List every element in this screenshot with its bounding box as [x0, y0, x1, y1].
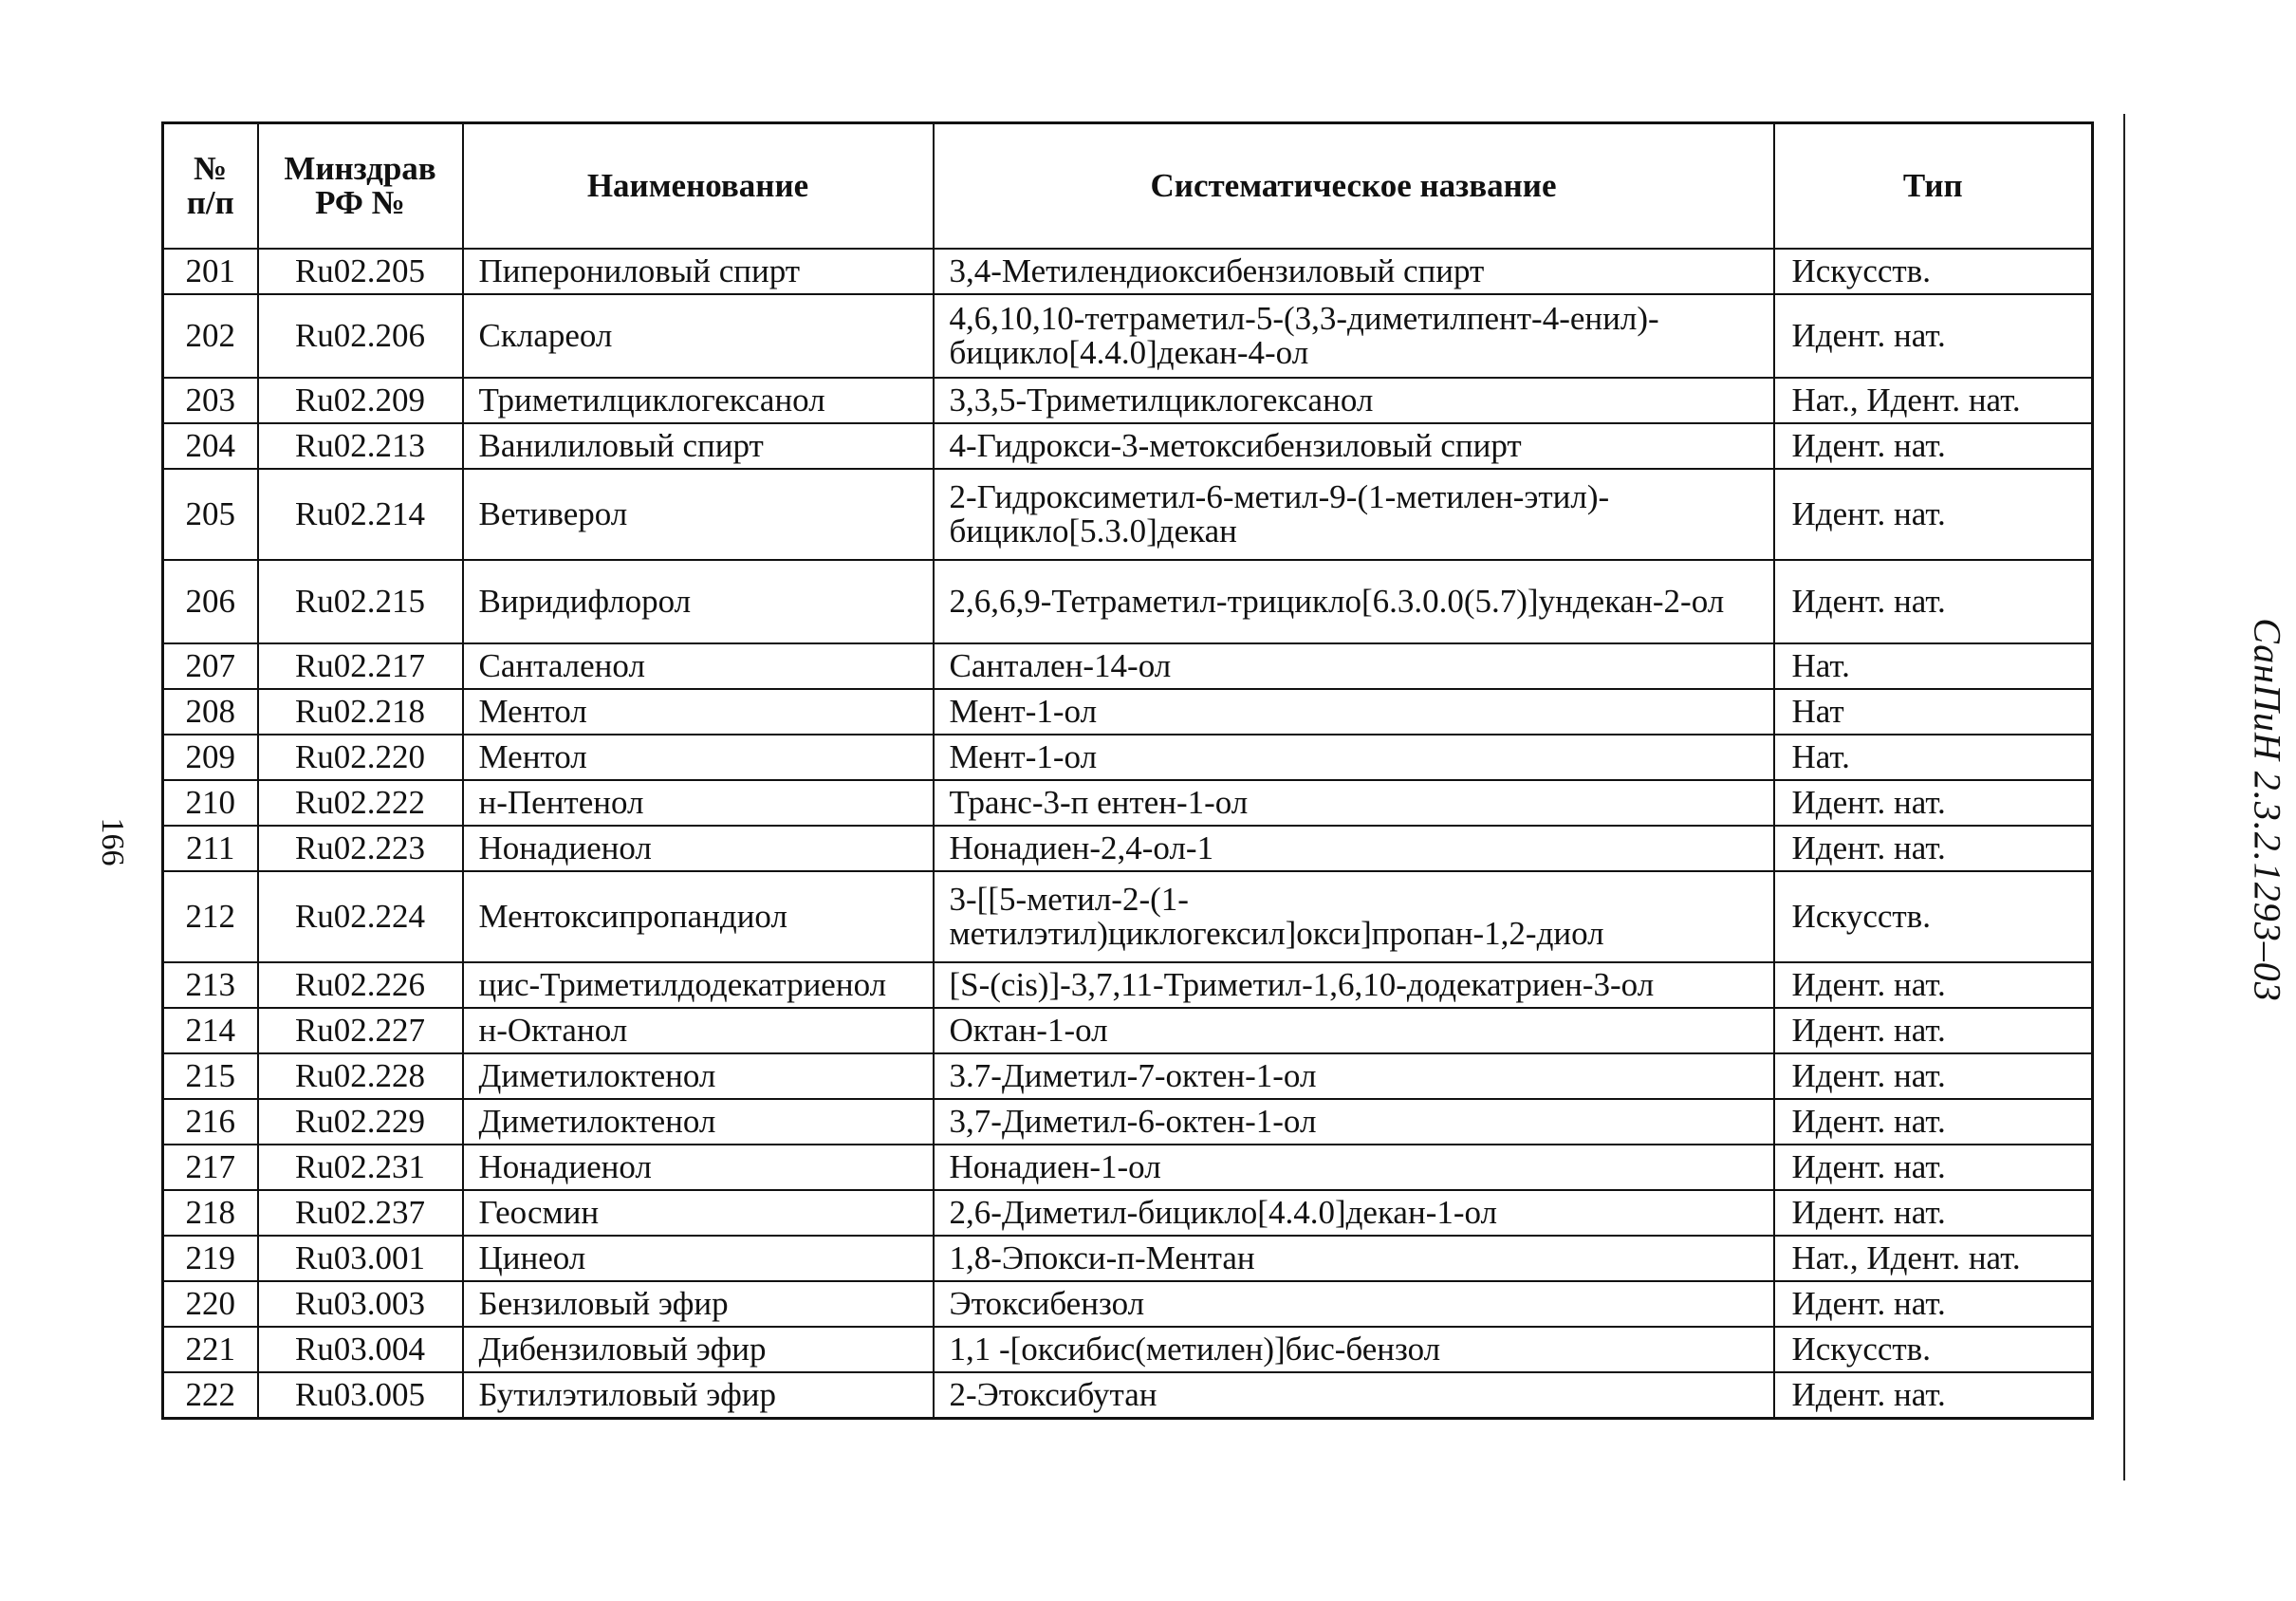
table-row: [163, 780, 2093, 826]
cell-name: Ментоксипропандиол: [463, 871, 934, 962]
cell-name: Ванилиловый спирт: [463, 423, 934, 469]
cell-reg-number: Ru02.228: [258, 1053, 463, 1099]
cell-num: 212: [163, 871, 258, 962]
cell-reg-number: Ru02.214: [258, 469, 463, 560]
cell-systematic-name: 4,6,10,10-тетраметил-5-(3,3-диметилпент-4-енил)-бицикло[4.4.0]декан-4-ол: [934, 294, 1774, 378]
table-row: [163, 423, 2093, 469]
cell-name: Нонадиенол: [463, 826, 934, 871]
cell-num: 216: [163, 1099, 258, 1145]
cell-name: Диметилоктенол: [463, 1053, 934, 1099]
cell-reg-number: Ru02.222: [258, 780, 463, 826]
cell-systematic-name: 3,7-Диметил-6-октен-1-ол: [934, 1099, 1774, 1145]
table-row: [163, 871, 2093, 962]
cell-reg-number: Ru02.227: [258, 1008, 463, 1053]
cell-num: 203: [163, 378, 258, 423]
cell-systematic-name: Нонадиен-2,4-ол-1: [934, 826, 1774, 871]
cell-reg-number: Ru02.231: [258, 1145, 463, 1190]
cell-type: Идент. нат.: [1774, 560, 2093, 643]
cell-systematic-name: 1,1 -[оксибис(метилен)]бис-бензол: [934, 1327, 1774, 1372]
table-row: [163, 294, 2093, 378]
cell-name: Геосмин: [463, 1190, 934, 1236]
cell-systematic-name: Октан-1-ол: [934, 1008, 1774, 1053]
cell-type: Идент. нат.: [1774, 1145, 2093, 1190]
col-header-num: № п/п: [163, 123, 258, 250]
table-row: [163, 1145, 2093, 1190]
substances-table: [161, 121, 2094, 1420]
cell-systematic-name: 3,4-Метилендиоксибензиловый спирт: [934, 249, 1774, 294]
cell-num: 217: [163, 1145, 258, 1190]
header-row: [163, 123, 2093, 250]
cell-type: Искусств.: [1774, 249, 2093, 294]
table-row: [163, 1327, 2093, 1372]
table-row: [163, 1236, 2093, 1281]
page-number: 166: [95, 817, 130, 866]
cell-name: цис-Триметилдодекатриенол: [463, 962, 934, 1008]
table-row: [163, 1099, 2093, 1145]
cell-type: Нат.: [1774, 643, 2093, 689]
cell-name: Пиперониловый спирт: [463, 249, 934, 294]
table-row: [163, 1008, 2093, 1053]
running-head: СанПиН 2.3.2.1293–03: [2246, 618, 2289, 1002]
table-row: [163, 689, 2093, 735]
cell-reg-number: Ru02.213: [258, 423, 463, 469]
cell-reg-number: Ru02.229: [258, 1099, 463, 1145]
cell-num: 220: [163, 1281, 258, 1327]
table-row: [163, 1190, 2093, 1236]
cell-name: Бутилэтиловый эфир: [463, 1372, 934, 1418]
cell-reg-number: Ru02.218: [258, 689, 463, 735]
cell-systematic-name: 2-Этоксибутан: [934, 1372, 1774, 1418]
col-header-systematic: Систематическое название: [934, 123, 1774, 250]
cell-systematic-name: 2,6-Диметил-бицикло[4.4.0]декан-1-ол: [934, 1190, 1774, 1236]
cell-systematic-name: Нонадиен-1-ол: [934, 1145, 1774, 1190]
cell-reg-number: Ru02.226: [258, 962, 463, 1008]
cell-reg-number: Ru03.001: [258, 1236, 463, 1281]
cell-type: Идент. нат.: [1774, 1053, 2093, 1099]
cell-name: Санталенол: [463, 643, 934, 689]
cell-systematic-name: Транс-3-п ентен-1-ол: [934, 780, 1774, 826]
cell-systematic-name: Этоксибензол: [934, 1281, 1774, 1327]
cell-name: Дибензиловый эфир: [463, 1327, 934, 1372]
cell-systematic-name: 4-Гидрокси-3-метоксибензиловый спирт: [934, 423, 1774, 469]
cell-type: Искусств.: [1774, 1327, 2093, 1372]
cell-reg-number: Ru02.237: [258, 1190, 463, 1236]
cell-systematic-name: Мент-1-ол: [934, 689, 1774, 735]
cell-type: Нат.: [1774, 735, 2093, 780]
cell-num: 218: [163, 1190, 258, 1236]
cell-num: 215: [163, 1053, 258, 1099]
table-row: [163, 469, 2093, 560]
cell-num: 202: [163, 294, 258, 378]
table-row: [163, 643, 2093, 689]
cell-name: Ментол: [463, 689, 934, 735]
cell-num: 214: [163, 1008, 258, 1053]
cell-systematic-name: Мент-1-ол: [934, 735, 1774, 780]
table-row: [163, 1372, 2093, 1418]
cell-reg-number: Ru02.224: [258, 871, 463, 962]
cell-systematic-name: 3-[[5-метил-2-(1-метилэтил)циклогексил]окси]пропан-1,2-диол: [934, 871, 1774, 962]
cell-type: Нат: [1774, 689, 2093, 735]
cell-name: н-Октанол: [463, 1008, 934, 1053]
cell-type: Идент. нат.: [1774, 1281, 2093, 1327]
table-row: [163, 1281, 2093, 1327]
cell-systematic-name: Сантален-14-ол: [934, 643, 1774, 689]
cell-systematic-name: [S-(cis)]-3,7,11-Триметил-1,6,10-додекатриен-3-ол: [934, 962, 1774, 1008]
cell-reg-number: Ru03.003: [258, 1281, 463, 1327]
cell-name: Бензиловый эфир: [463, 1281, 934, 1327]
table-row: [163, 735, 2093, 780]
cell-type: Идент. нат.: [1774, 1008, 2093, 1053]
cell-systematic-name: 1,8-Эпокси-п-Ментан: [934, 1236, 1774, 1281]
cell-systematic-name: 2-Гидроксиметил-6-метил-9-(1-метилен-этил)-бицикло[5.3.0]декан: [934, 469, 1774, 560]
cell-type: Идент. нат.: [1774, 826, 2093, 871]
table-row: [163, 378, 2093, 423]
cell-reg-number: Ru02.215: [258, 560, 463, 643]
table-row: [163, 962, 2093, 1008]
cell-systematic-name: 3.7-Диметил-7-октен-1-ол: [934, 1053, 1774, 1099]
cell-reg-number: Ru02.217: [258, 643, 463, 689]
cell-name: Ментол: [463, 735, 934, 780]
cell-name: Ветиверол: [463, 469, 934, 560]
cell-type: Идент. нат.: [1774, 469, 2093, 560]
cell-reg-number: Ru03.005: [258, 1372, 463, 1418]
cell-reg-number: Ru02.220: [258, 735, 463, 780]
cell-name: н-Пентенол: [463, 780, 934, 826]
cell-name: Триметилциклогексанол: [463, 378, 934, 423]
side-rule: [2123, 114, 2125, 1480]
cell-type: Нат., Идент. нат.: [1774, 1236, 2093, 1281]
cell-reg-number: Ru02.206: [258, 294, 463, 378]
cell-num: 207: [163, 643, 258, 689]
col-header-name: Наименование: [463, 123, 934, 250]
table-row: [163, 1053, 2093, 1099]
col-header-reg: Минздрав РФ №: [258, 123, 463, 250]
cell-num: 211: [163, 826, 258, 871]
cell-type: Нат., Идент. нат.: [1774, 378, 2093, 423]
cell-name: Диметилоктенол: [463, 1099, 934, 1145]
cell-type: Идент. нат.: [1774, 1372, 2093, 1418]
col-header-type: Тип: [1774, 123, 2093, 250]
cell-name: Виридифлорол: [463, 560, 934, 643]
cell-name: Цинеол: [463, 1236, 934, 1281]
cell-name: Склареол: [463, 294, 934, 378]
cell-num: 210: [163, 780, 258, 826]
cell-num: 208: [163, 689, 258, 735]
cell-type: Идент. нат.: [1774, 294, 2093, 378]
cell-num: 201: [163, 249, 258, 294]
cell-reg-number: Ru02.209: [258, 378, 463, 423]
cell-num: 221: [163, 1327, 258, 1372]
cell-type: Идент. нат.: [1774, 962, 2093, 1008]
cell-num: 205: [163, 469, 258, 560]
cell-type: Искусств.: [1774, 871, 2093, 962]
cell-num: 206: [163, 560, 258, 643]
cell-num: 213: [163, 962, 258, 1008]
table-row: [163, 249, 2093, 294]
cell-reg-number: Ru02.223: [258, 826, 463, 871]
cell-name: Нонадиенол: [463, 1145, 934, 1190]
cell-num: 219: [163, 1236, 258, 1281]
table-row: [163, 560, 2093, 643]
table-row: [163, 826, 2093, 871]
cell-reg-number: Ru02.205: [258, 249, 463, 294]
cell-type: Идент. нат.: [1774, 423, 2093, 469]
cell-num: 222: [163, 1372, 258, 1418]
cell-num: 204: [163, 423, 258, 469]
cell-type: Идент. нат.: [1774, 780, 2093, 826]
table-body: [163, 249, 2093, 1418]
cell-type: Идент. нат.: [1774, 1190, 2093, 1236]
cell-type: Идент. нат.: [1774, 1099, 2093, 1145]
cell-systematic-name: 3,3,5-Триметилциклогексанол: [934, 378, 1774, 423]
cell-num: 209: [163, 735, 258, 780]
cell-reg-number: Ru03.004: [258, 1327, 463, 1372]
cell-systematic-name: 2,6,6,9-Тетраметил-трицикло[6.3.0.0(5.7)]ундекан-2-ол: [934, 560, 1774, 643]
